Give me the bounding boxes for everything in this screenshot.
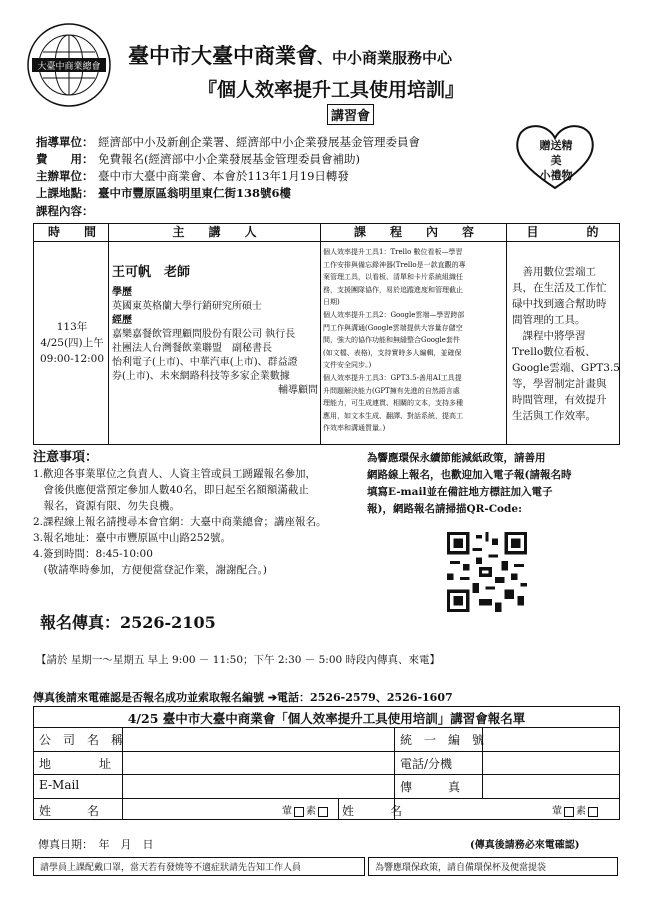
exp-line: 怡利電子(上市)、中華汽車(上市)、群益證	[112, 357, 298, 368]
speaker-name: 王可帆 老師	[112, 265, 191, 280]
content-line: (如文檔、表格)，支持實時多人編輯，並確保	[323, 348, 462, 357]
purpose-line: 碌中找到適合幫助時	[512, 298, 607, 310]
note-line: 報名，資源有限、勿失良機。	[33, 500, 180, 512]
speaker-cell	[112, 266, 318, 398]
schedule-table	[33, 223, 620, 445]
content-line: 升問題解決能力(GPT擁有先進的自然語言處	[323, 386, 460, 395]
purpose-line: Google雲端、GPT3.5	[512, 362, 620, 374]
content-line: 工作安排與備忘錄神器(Trello是一款直觀的專	[323, 260, 466, 269]
purpose-line: 時間管理，有效提升	[512, 394, 607, 406]
header-content: 課 程 內 容	[353, 225, 474, 239]
exp-label: 經歷	[112, 315, 132, 326]
fax-number: 報名傳真：2526-2105	[40, 613, 216, 632]
notes-section	[33, 450, 348, 578]
fax-hours: 【請於 星期一～星期五 早上 9:00 － 11:50；下午 2:30 － 5:00 時段內傳真、來電】	[36, 654, 441, 666]
course-time: 113年 4/25(四)上午 09:00-12:00	[39, 321, 105, 365]
info-course-label: 課程內容：	[36, 204, 94, 218]
header-purpose: 目 的	[526, 225, 599, 239]
header-time: 時 間	[47, 225, 96, 239]
content-line: 作效率和溝通質量。)	[323, 424, 386, 433]
content-line: 個人效率提升工具1：Trello 數位看板—學習	[323, 248, 463, 256]
confirm-note: 傳真後請來電確認是否報名成功並索取報名編號 ➔電話：2526-2579、2526-1607	[33, 691, 453, 704]
company-field[interactable]	[126, 729, 388, 749]
fax-date: 傳真日期： 年 月 日	[38, 838, 154, 851]
label-name-1: 姓 名	[39, 804, 100, 818]
content-line: 個人效率提升工具3：GPT3.5-善用AI工具提	[323, 373, 462, 382]
label-phone: 電話/分機	[400, 757, 453, 771]
registration-form	[33, 706, 620, 820]
label-tax-id: 統 一 編 號	[400, 733, 485, 747]
label-company: 公 司 名 稱	[39, 733, 124, 747]
label-address: 地 址	[39, 757, 112, 771]
address-field[interactable]	[126, 753, 388, 773]
note-line: 會後供應便當預定參加人數40名，即日起至名額額滿截止	[33, 484, 309, 496]
edu-text: 英國東英格蘭大學行銷研究所碩士	[112, 301, 262, 312]
eco-notice: 為響應環保政策，請自備環保杯及便當提袋	[368, 857, 618, 876]
label-name-2: 姓 名	[342, 804, 403, 818]
org-subtitle: 、中小商業服務中心	[317, 49, 453, 67]
gift-text: 贈送精美 小禮物	[539, 139, 573, 182]
chamber-logo	[26, 22, 112, 108]
footnote: (傳真後請務必來電確認)	[470, 840, 580, 851]
label-email: E-Mail	[39, 778, 80, 792]
note-line: (敬請準時參加，方便便當登記作業，謝謝配合。)	[33, 564, 267, 576]
eco-line: 報)，網路報名請掃描QR-Code:	[367, 503, 522, 515]
info-fee: 費 用： 免費報名(經濟部中小企業發展基金管理委員會補助)	[36, 152, 360, 166]
content-line: 應用，如文本生成、翻譯、對話系統，提高工	[323, 411, 463, 420]
eco-line: 填寫E-mail並在備註地方標註加入電子	[367, 486, 553, 498]
purpose-line: Trello數位看板、	[512, 346, 596, 358]
event-title: 『個人效率提升工具使用培訓』	[198, 79, 465, 101]
note-line: 4.簽到時間：8:45-10:00	[33, 548, 153, 560]
content-line: 日期)	[323, 298, 340, 307]
svg-text:大臺中商業總會: 大臺中商業總會	[37, 62, 101, 72]
edu-label: 學歷	[112, 287, 132, 298]
notes-title: 注意事項：	[33, 450, 99, 465]
note-line: 1.歡迎各事業單位之負責人、人資主管或員工踴躍報名參加，	[33, 468, 317, 480]
content-line: 案管理工具，以看板、清單和卡片系統組織任	[323, 273, 463, 282]
purpose-cell	[512, 264, 620, 424]
lecture-badge: 講習會	[327, 104, 374, 125]
purpose-line: 等，學習制定計畫與	[512, 378, 607, 390]
info-organizer: 主辦單位： 臺中市大臺中商業會、本會於113年1月19日轉發	[36, 169, 349, 183]
content-line: 間，強大的協作功能和無縫整合Google套件	[323, 336, 460, 345]
diet-choice-1[interactable]: 葷 素	[282, 802, 330, 817]
purpose-line: 善用數位雲端工	[512, 266, 596, 278]
content-line: 個人效率提升工具2：Google雲端—學習跨部	[323, 310, 465, 319]
exp-line: 券(上市)、未來網路科技等多家企業數據	[112, 371, 290, 382]
eco-line: 網路線上報名，也歡迎加入電子報(請報名時	[367, 469, 572, 481]
exp-line: 社團法人台灣餐飲業聯盟 副秘書長	[112, 343, 272, 354]
content-line: 門工作與溝通(Google雲端提供大容量存儲空	[323, 323, 463, 332]
exp-line: 輔導顧問	[278, 385, 318, 396]
note-line: 2.課程線上報名請搜尋本會官網：大臺中商業總會；講座報名。	[33, 516, 327, 528]
purpose-line: 間管理的工具。	[512, 314, 586, 326]
content-line: 理能力，可生成連貫、相關的文本，支持多種	[323, 399, 463, 408]
content-cell	[323, 246, 505, 435]
label-fax: 傳 真	[400, 780, 461, 794]
content-line: 文件安全同步。)	[323, 361, 372, 370]
purpose-line: 課程中將學習	[512, 330, 586, 342]
header-speaker: 主 講 人	[172, 225, 257, 239]
exp-line: 嘉樂嘉餐飲管理顧問股份有限公司 執行長	[112, 329, 296, 340]
eco-panel	[367, 450, 617, 622]
purpose-line: 具，在生活及工作忙	[512, 282, 607, 294]
fax-field[interactable]	[486, 776, 614, 796]
email-field[interactable]	[126, 776, 388, 796]
eco-line: 為響應環保永續節能減紙政策，請善用	[367, 452, 546, 464]
info-guidance: 指導單位： 經濟部中小及新創企業署、經濟部中小企業發展基金管理委員會	[36, 135, 420, 149]
form-title: 4/25 臺中市大臺中商業會「個人效率提升工具使用培訓」講習會報名單	[127, 711, 526, 726]
diet-choice-2[interactable]: 葷 素	[552, 802, 600, 817]
purpose-line: 生活與工作效率。	[512, 410, 596, 422]
phone-field[interactable]	[486, 753, 614, 773]
note-line: 3.報名地址：臺中市豐原區中山路252號。	[33, 532, 232, 544]
info-location: 上課地點： 臺中市豐原區翁明里東仁街138號6樓	[36, 186, 292, 200]
org-title: 臺中市大臺中商業會、中小商業服務中心	[128, 43, 453, 68]
qr-code-icon	[447, 532, 527, 612]
mask-notice: 請學員上課配戴口罩，當天若有發燒等不適症狀請先告知工作人員	[33, 857, 365, 876]
content-line: 務，支援團隊協作，易於追蹤進度和管理截止	[323, 285, 463, 294]
tax-id-field[interactable]	[486, 729, 614, 749]
